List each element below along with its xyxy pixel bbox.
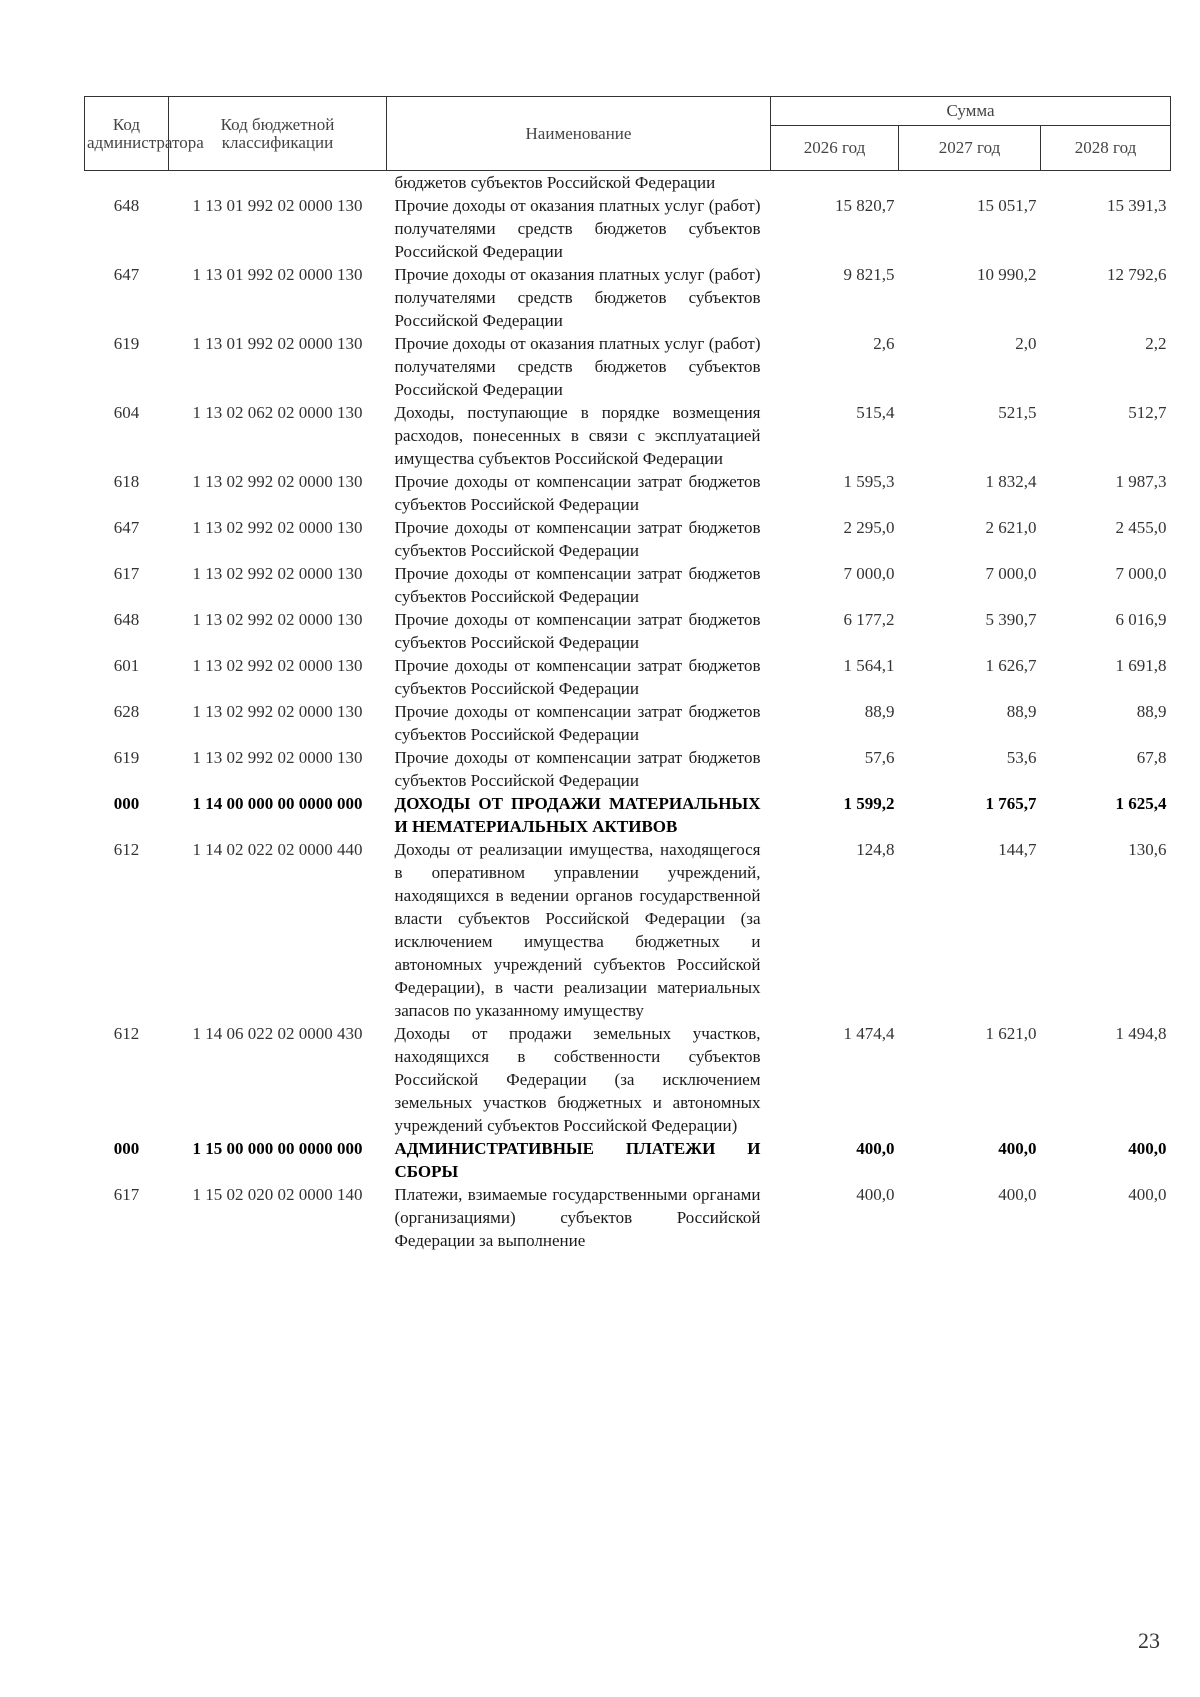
table-row	[85, 1022, 1171, 1137]
admin-code-cell: 618	[113, 472, 140, 491]
admin-code-cell: 617	[113, 1185, 140, 1204]
admin-code-cell: 648	[113, 196, 140, 215]
table-row	[85, 792, 1171, 838]
kbk-cell: 1 13 02 992 02 0000 130	[192, 748, 363, 767]
sum-2027-cell: 10 990,2	[977, 265, 1037, 284]
admin-code-cell: 647	[113, 518, 140, 537]
sum-2028-cell: 2 455,0	[1115, 518, 1167, 537]
sum-2028-cell: 6 016,9	[1115, 610, 1167, 629]
sum-2028-cell: 1 987,3	[1115, 472, 1167, 491]
sum-2027-cell: 400,0	[998, 1185, 1037, 1204]
table-row-continued	[85, 171, 1171, 195]
kbk-cell: 1 13 02 992 02 0000 130	[192, 656, 363, 675]
sum-2027-cell: 5 390,7	[985, 610, 1037, 629]
sum-2026-cell: 1 564,1	[843, 656, 895, 675]
name-cell: Прочие доходы от компенсации затрат бюджетов субъектов Российской Федерации	[394, 702, 761, 744]
table-row	[85, 194, 1171, 263]
header-year-2026: 2026 год	[771, 126, 899, 171]
sum-2026-cell: 400,0	[856, 1139, 895, 1158]
name-cell: Прочие доходы от компенсации затрат бюджетов субъектов Российской Федерации	[394, 564, 761, 606]
table-row	[85, 401, 1171, 470]
sum-2028-cell: 2,2	[1145, 334, 1167, 353]
sum-2028-cell: 12 792,6	[1107, 265, 1167, 284]
name-cell: Прочие доходы от оказания платных услуг (работ) получателями средств бюджетов субъектов Российской Федерации	[394, 196, 761, 261]
admin-code-cell: 601	[113, 656, 140, 675]
name-cell: ДОХОДЫ ОТ ПРОДАЖИ МАТЕРИАЛЬНЫХ И НЕМАТЕРИАЛЬНЫХ АКТИВОВ	[394, 794, 761, 836]
sum-2027-cell: 1 626,7	[985, 656, 1037, 675]
admin-code-cell: 647	[113, 265, 140, 284]
sum-2028-cell: 512,7	[1128, 403, 1167, 422]
page-number: 23	[1138, 1628, 1160, 1653]
sum-2027-cell: 2 621,0	[985, 518, 1037, 537]
table-row	[85, 1137, 1171, 1183]
header-year-2028: 2028 год	[1041, 126, 1171, 171]
table-row	[85, 516, 1171, 562]
table-row	[85, 1183, 1171, 1252]
admin-code-cell: 628	[113, 702, 140, 721]
sum-2026-cell: 2 295,0	[843, 518, 895, 537]
header-admin-code: Код администратора	[85, 97, 169, 171]
document-page	[84, 96, 1170, 1252]
name-cell: Прочие доходы от компенсации затрат бюджетов субъектов Российской Федерации	[394, 518, 761, 560]
continued-name: бюджетов субъектов Российской Федерации	[394, 173, 716, 192]
kbk-cell: 1 13 01 992 02 0000 130	[192, 265, 363, 284]
table-row	[85, 562, 1171, 608]
sum-2026-cell: 15 820,7	[835, 196, 895, 215]
name-cell: Доходы от продажи земельных участков, находящихся в собственности субъектов Российской Федерации (за исключением земельных участков бюджетных и автономных учреждений субъектов Российской Федерации)	[394, 1024, 761, 1135]
sum-2026-cell: 124,8	[856, 840, 895, 859]
sum-2027-cell: 53,6	[1006, 748, 1037, 767]
kbk-cell: 1 15 02 020 02 0000 140	[192, 1185, 363, 1204]
header-sum: Сумма	[771, 97, 1171, 126]
sum-2026-cell: 2,6	[873, 334, 895, 353]
sum-2027-cell: 88,9	[1006, 702, 1037, 721]
name-cell: АДМИНИСТРАТИВНЫЕ ПЛАТЕЖИ И СБОРЫ	[394, 1139, 761, 1181]
table-row	[85, 608, 1171, 654]
sum-2027-cell: 1 765,7	[985, 794, 1037, 813]
sum-2028-cell: 130,6	[1128, 840, 1167, 859]
sum-2026-cell: 88,9	[864, 702, 895, 721]
name-cell: Доходы от реализации имущества, находящегося в оперативном управлении учреждений, находящихся в ведении органов государственной власти субъектов Российской Федерации (за исключением имущества бюджетных и автономных учреждений субъектов Российской Федерации), в части реализации материальных запасов по указанному имуществу	[394, 840, 761, 1020]
sum-2028-cell: 7 000,0	[1115, 564, 1167, 583]
admin-code-cell: 617	[113, 564, 140, 583]
table-header	[85, 97, 1171, 171]
sum-2028-cell: 1 691,8	[1115, 656, 1167, 675]
sum-2028-cell: 400,0	[1128, 1185, 1167, 1204]
header-name: Наименование	[387, 97, 771, 171]
sum-2027-cell: 521,5	[998, 403, 1037, 422]
table-row	[85, 838, 1171, 1022]
table-row	[85, 332, 1171, 401]
sum-2027-cell: 2,0	[1015, 334, 1037, 353]
header-year-2027: 2027 год	[899, 126, 1041, 171]
table-row	[85, 700, 1171, 746]
table-row	[85, 470, 1171, 516]
sum-2028-cell: 1 625,4	[1115, 794, 1167, 813]
name-cell: Прочие доходы от компенсации затрат бюджетов субъектов Российской Федерации	[394, 656, 761, 698]
name-cell: Прочие доходы от компенсации затрат бюджетов субъектов Российской Федерации	[394, 472, 761, 514]
table-row	[85, 654, 1171, 700]
kbk-cell: 1 14 06 022 02 0000 430	[192, 1024, 363, 1043]
kbk-cell: 1 14 02 022 02 0000 440	[192, 840, 363, 859]
kbk-cell: 1 13 02 992 02 0000 130	[192, 518, 363, 537]
sum-2027-cell: 144,7	[998, 840, 1037, 859]
sum-2027-cell: 1 621,0	[985, 1024, 1037, 1043]
sum-2026-cell: 1 599,2	[843, 794, 895, 813]
table-body	[85, 171, 1171, 1253]
name-cell: Прочие доходы от оказания платных услуг (работ) получателями средств бюджетов субъектов Российской Федерации	[394, 334, 761, 399]
table-row	[85, 263, 1171, 332]
sum-2027-cell: 1 832,4	[985, 472, 1037, 491]
name-cell: Прочие доходы от компенсации затрат бюджетов субъектов Российской Федерации	[394, 748, 761, 790]
sum-2026-cell: 515,4	[856, 403, 895, 422]
admin-code-cell: 000	[113, 794, 140, 813]
name-cell: Доходы, поступающие в порядке возмещения расходов, понесенных в связи с эксплуатацией имущества субъектов Российской Федерации	[394, 403, 761, 468]
sum-2027-cell: 15 051,7	[977, 196, 1037, 215]
sum-2026-cell: 7 000,0	[843, 564, 895, 583]
sum-2028-cell: 1 494,8	[1115, 1024, 1167, 1043]
kbk-cell: 1 13 02 992 02 0000 130	[192, 564, 363, 583]
name-cell: Платежи, взимаемые государственными органами (организациями) субъектов Российской Федерации за выполнение	[394, 1185, 761, 1250]
kbk-cell: 1 13 02 992 02 0000 130	[192, 472, 363, 491]
sum-2026-cell: 57,6	[864, 748, 895, 767]
kbk-cell: 1 13 02 992 02 0000 130	[192, 702, 363, 721]
sum-2027-cell: 400,0	[998, 1139, 1037, 1158]
kbk-cell: 1 15 00 000 00 0000 000	[192, 1139, 363, 1158]
name-cell: Прочие доходы от компенсации затрат бюджетов субъектов Российской Федерации	[394, 610, 761, 652]
admin-code-cell: 619	[113, 334, 140, 353]
kbk-cell: 1 13 01 992 02 0000 130	[192, 196, 363, 215]
admin-code-cell: 612	[113, 1024, 140, 1043]
sum-2028-cell: 400,0	[1128, 1139, 1167, 1158]
sum-2028-cell: 15 391,3	[1107, 196, 1167, 215]
admin-code-cell: 000	[113, 1139, 140, 1158]
sum-2026-cell: 6 177,2	[843, 610, 895, 629]
sum-2027-cell: 7 000,0	[985, 564, 1037, 583]
admin-code-cell: 604	[113, 403, 140, 422]
kbk-cell: 1 13 02 062 02 0000 130	[192, 403, 363, 422]
sum-2028-cell: 88,9	[1136, 702, 1167, 721]
sum-2028-cell: 67,8	[1136, 748, 1167, 767]
admin-code-cell: 612	[113, 840, 140, 859]
table-row	[85, 746, 1171, 792]
header-kbk: Код бюджетной классификации	[169, 97, 387, 171]
admin-code-cell: 619	[113, 748, 140, 767]
kbk-cell: 1 14 00 000 00 0000 000	[192, 794, 363, 813]
revenue-table	[84, 96, 1171, 1252]
sum-2026-cell: 1 474,4	[843, 1024, 895, 1043]
sum-2026-cell: 400,0	[856, 1185, 895, 1204]
name-cell: Прочие доходы от оказания платных услуг (работ) получателями средств бюджетов субъектов Российской Федерации	[394, 265, 761, 330]
kbk-cell: 1 13 01 992 02 0000 130	[192, 334, 363, 353]
sum-2026-cell: 1 595,3	[843, 472, 895, 491]
sum-2026-cell: 9 821,5	[843, 265, 895, 284]
kbk-cell: 1 13 02 992 02 0000 130	[192, 610, 363, 629]
admin-code-cell: 648	[113, 610, 140, 629]
